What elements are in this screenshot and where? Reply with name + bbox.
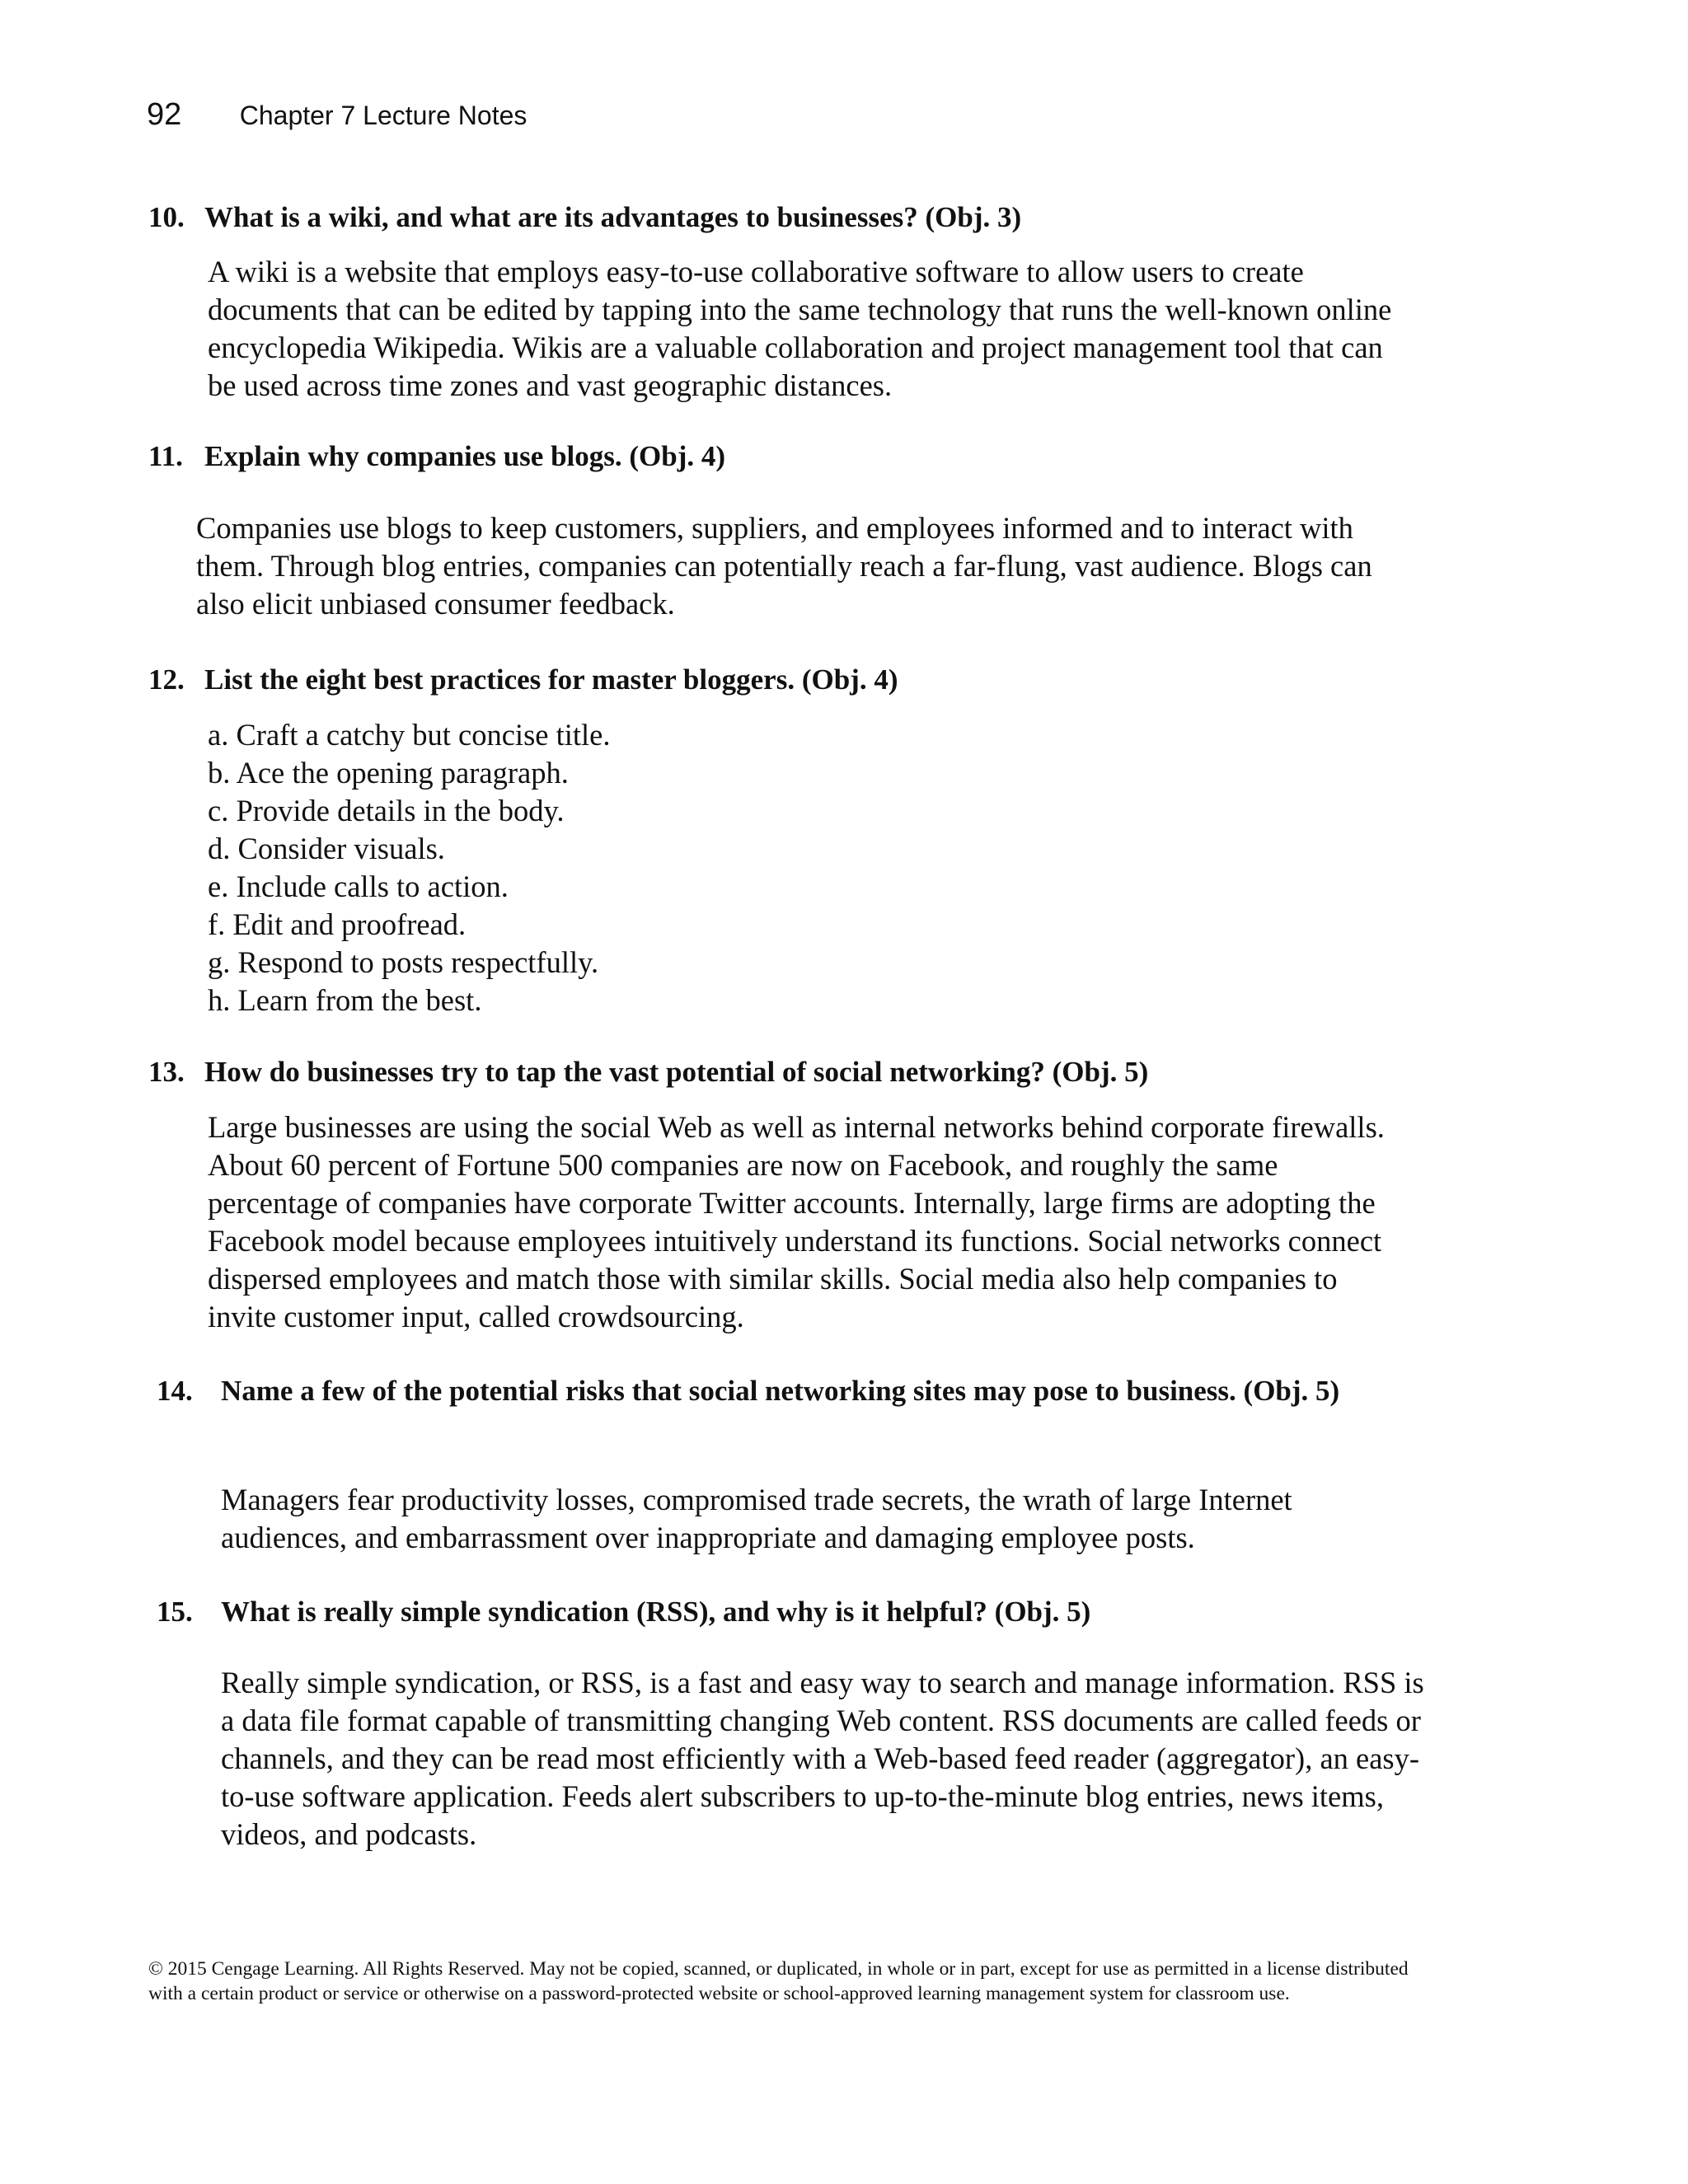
answer-13	[208, 1108, 1411, 1336]
answer-11	[196, 509, 1412, 623]
question-text: How do businesses try to tap the vast potential of social networking? (Obj. 5)	[204, 1056, 1149, 1088]
question-number: 15.	[157, 1596, 193, 1628]
question-number: 14.	[157, 1375, 193, 1407]
list-item: e. Include calls to action.	[208, 869, 509, 903]
answer-10	[208, 253, 1411, 405]
list-item: d. Consider visuals.	[208, 832, 445, 865]
answer-text: Managers fear productivity losses, compromised trade secrets, the wrath of large Internet audiences, and embarrassment over inappropriate and damaging employee posts.	[221, 1483, 1292, 1554]
list-item: f. Edit and proofread.	[208, 907, 467, 941]
answer-text: A wiki is a website that employs easy-to-use collaborative software to allow users to create documents that can be edited by tapping into the same technology that runs the well-known online encyclopedia Wikipedia. Wikis are a valuable collaboration and project management tool that can be used across time zones and vast geographic distances.	[208, 255, 1392, 402]
question-text: Explain why companies use blogs. (Obj. 4)	[204, 440, 726, 472]
question-number: 11.	[148, 440, 183, 472]
question-10	[148, 199, 1451, 237]
best-practices-list	[208, 716, 1362, 1019]
list-item: b. Ace the opening paragraph.	[208, 756, 569, 790]
page-header	[147, 97, 527, 133]
copyright-footer: © 2015 Cengage Learning. All Rights Reserved. May not be copied, scanned, or duplicated, in whole or in part, except for use as permitted in a license distributed with a certain product or service or otherwise on a password-protected website or school-approved learning management system for classroom use.	[148, 1958, 1409, 2004]
list-item: g. Respond to posts respectfully.	[208, 945, 599, 979]
question-13	[148, 1053, 1451, 1091]
answer-text: Really simple syndication, or RSS, is a fast and easy way to search and manage information. RSS is a data file format capable of transmitting changing Web content. RSS documents are called feeds or channels, and they can be read most efficiently with a Web-based feed reader (aggregator), an easy-to-use software application. Feeds alert subscribers to up-to-the-minute blog entries, news items, videos, and podcasts.	[221, 1666, 1424, 1851]
question-text: What is a wiki, and what are its advantages to businesses? (Obj. 3)	[204, 201, 1022, 233]
question-number: 13.	[148, 1056, 185, 1088]
question-11	[148, 438, 1451, 476]
question-12	[148, 661, 1451, 699]
answer-text: Large businesses are using the social Web as well as internal networks behind corporate firewalls. About 60 percent of Fortune 500 companies are now on Facebook, and roughly the same percentage of companies have corporate Twitter accounts. Internally, large firms are adopting the Facebook model because employees intuitively understand its functions. Social networks connect dispersed employees and match those with similar skills. Social media also help companies to invite customer input, called crowdsourcing.	[208, 1110, 1385, 1333]
question-14	[157, 1372, 1426, 1410]
answer-text: Companies use blogs to keep customers, suppliers, and employees informed and to interact with them. Through blog entries, companies can potentially reach a far-flung, vast audience. Blogs can also elicit unbiased consumer feedback.	[196, 511, 1372, 621]
list-item: c. Provide details in the body.	[208, 794, 565, 827]
question-15	[157, 1593, 1426, 1631]
answer-14	[221, 1481, 1424, 1557]
chapter-title: Chapter 7 Lecture Notes	[239, 101, 528, 130]
question-text: List the eight best practices for master bloggers. (Obj. 4)	[204, 663, 898, 696]
list-item: h. Learn from the best.	[208, 983, 482, 1017]
question-text: Name a few of the potential risks that social networking sites may pose to business. (Obj. 5)	[221, 1375, 1340, 1407]
list-item: a. Craft a catchy but concise title.	[208, 718, 611, 752]
page-number: 92	[147, 97, 182, 132]
question-number: 10.	[148, 201, 185, 233]
answer-15	[221, 1664, 1424, 1854]
question-number: 12.	[148, 663, 185, 696]
question-text: What is really simple syndication (RSS), and why is it helpful? (Obj. 5)	[221, 1596, 1091, 1628]
